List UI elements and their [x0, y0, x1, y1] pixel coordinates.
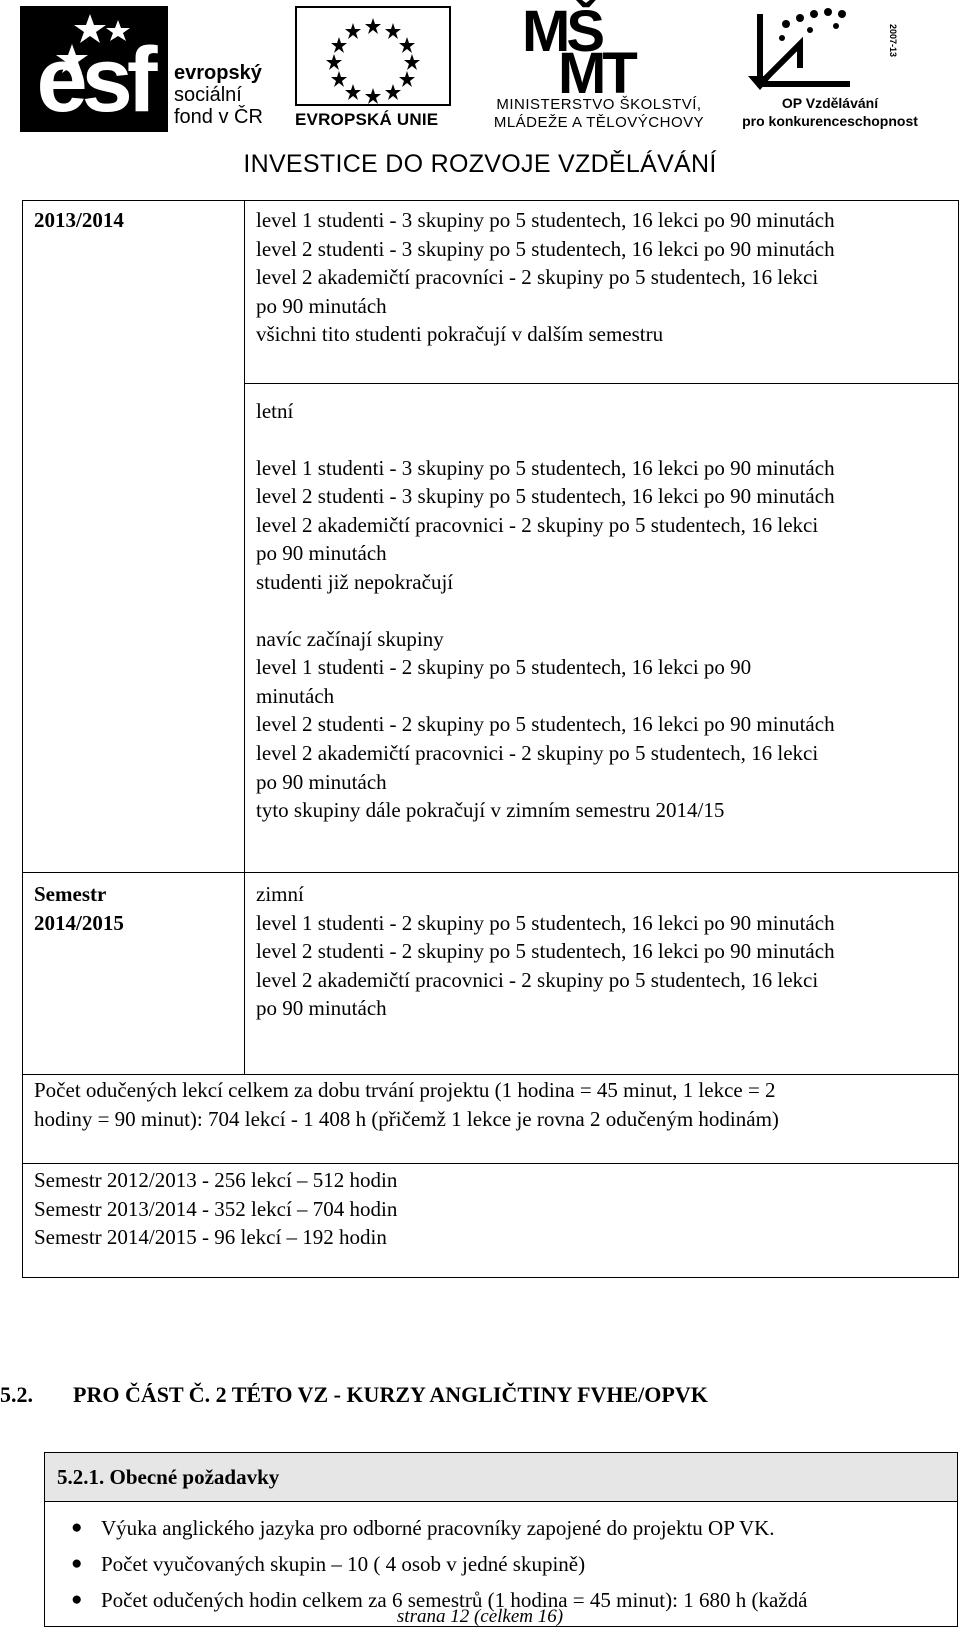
row2-line-1: zimní [256, 882, 304, 906]
winter-line-5: všichni tito studenti pokračují v dalším semestru [256, 322, 664, 347]
row-label-2013-2014: 2013/2014 [34, 208, 124, 232]
winter-line-3: level 2 akademičtí pracovníci - 2 skupiny po 5 studentech, 16 lekci [256, 265, 819, 290]
total-line-1: Počet odučených lekcí celkem za dobu trvání projektu (1 hodina = 45 minut, 1 lekce = 2 [34, 1078, 776, 1102]
esf-logo-block [20, 6, 168, 132]
bullet-icon: ● [71, 1553, 83, 1574]
msmt-mark-top: MŠ [522, 0, 601, 64]
summer-title: letní [256, 399, 294, 423]
msmt-caption [464, 96, 734, 132]
winter-line-2: level 2 studenti - 3 skupiny po 5 studentech, 16 lekci po 90 minutách [256, 236, 835, 261]
esf-line-3: fond v ČR [174, 106, 263, 128]
esf-line-1: evropský [174, 62, 262, 84]
winter-summer-divider [244, 383, 959, 384]
winter-2013-cell [256, 206, 835, 349]
row2-line-2: level 1 studenti - 2 skupiny po 5 studentech, 16 lekci po 90 minutách [256, 910, 835, 935]
new-groups-line-3: minutách [256, 683, 335, 708]
new-groups-line-5: level 2 akademičtí pracovnici - 2 skupiny po 5 studentech, 16 lekci [256, 740, 819, 765]
winter-2014-cell [256, 880, 835, 1023]
header-logos [0, 0, 960, 190]
msmt-caption-1: MINISTERSTVO ŠKOLSTVÍ, [496, 96, 702, 113]
page-footer: strana 12 (celkem 16) [396, 1606, 564, 1627]
msmt-caption-2: MLÁDEŽE A TĚLOVÝCHOVY [493, 114, 705, 131]
requirements-list [45, 1513, 957, 1621]
opvk-years: 2007-13 [888, 24, 898, 58]
summer-line-4: po 90 minutách [256, 541, 387, 566]
bullet-icon: ● [71, 1589, 83, 1610]
summer-line-3: level 2 akademičtí pracovnici - 2 skupiny po 5 studentech, 16 lekci [256, 512, 819, 537]
list-item [45, 1549, 957, 1585]
section-number: 5.2. [0, 1382, 33, 1407]
winter-line-4: po 90 minutách [256, 293, 387, 318]
summer-line-2: level 2 studenti - 3 skupiny po 5 studentech, 16 lekci po 90 minutách [256, 484, 835, 509]
new-groups-line-4: level 2 studenti - 2 skupiny po 5 studentech, 16 lekci po 90 minutách [256, 712, 835, 737]
requirements-box [44, 1452, 958, 1627]
list-item [45, 1513, 957, 1549]
esf-mark: esf [36, 29, 152, 131]
summer-line-1: level 1 studenti - 3 skupiny po 5 studentech, 16 lekci po 90 minutách [256, 455, 835, 480]
new-groups-line-1: navíc začínají skupiny [256, 626, 444, 651]
esf-logo [20, 6, 270, 132]
list-item-text: Počet odučených hodin celkem za 6 semestrů (1 hodina = 45 minut): 1 680 h (každá [101, 1588, 808, 1612]
new-groups-line-6: po 90 minutách [256, 769, 387, 794]
row-label-2014-2015 [34, 880, 124, 937]
row2-label-2: 2014/2015 [34, 910, 124, 935]
list-item-text: Počet vyučovaných skupin – 10 ( 4 osob v jedné skupině) [101, 1552, 586, 1576]
semester-summary-cell [34, 1166, 397, 1252]
opvk-emblem-icon [740, 4, 920, 94]
row2-label-1: Semestr [34, 882, 107, 906]
new-groups-line-2: level 1 studenti - 2 skupiny po 5 studentech, 16 lekci po 90 [256, 655, 752, 680]
eu-caption: EVROPSKÁ UNIE [295, 110, 439, 129]
investice-heading: INVESTICE DO ROZVOJE VZDĚLÁVÁNÍ [243, 150, 717, 178]
bullet-icon: ● [71, 1517, 83, 1538]
total-line-2: hodiny = 90 minut): 704 lekcí - 1 408 h (přičemž 1 lekce je rovna 2 odučeným hodinám) [34, 1106, 779, 1131]
summer-line-5: studenti již nepokračují [256, 569, 454, 594]
row2-line-3: level 2 studenti - 2 skupiny po 5 studentech, 16 lekci po 90 minutách [256, 939, 835, 964]
opvk-caption-1: OP Vzdělávání [781, 95, 879, 111]
lessons-table [22, 200, 959, 1278]
row-divider-1 [23, 872, 959, 873]
summer-2014-cell [256, 397, 835, 825]
opvk-logo [740, 4, 920, 134]
opvk-caption [740, 94, 920, 130]
new-groups-line-7: tyto skupiny dále pokračují v zimním semestru 2014/15 [256, 798, 725, 823]
opvk-caption-2: pro konkurenceschopnost [742, 113, 918, 129]
eu-logo [295, 6, 453, 132]
requirements-heading: 5.2.1. Obecné požadavky [45, 1453, 957, 1502]
row-divider-2 [23, 1074, 959, 1075]
semester-line-2: Semestr 2013/2014 - 352 lekcí – 704 hodin [34, 1196, 398, 1221]
winter-line-1: level 1 studenti - 3 skupiny po 5 studentech, 16 lekci po 90 minutách [256, 208, 835, 232]
eu-flag-icon [295, 6, 451, 106]
msmt-mark-bottom: MT [558, 41, 634, 106]
row-divider-3 [23, 1163, 959, 1164]
esf-line-2: sociální [174, 84, 242, 106]
msmt-logo [462, 0, 732, 134]
row2-line-4: level 2 akademičtí pracovnici - 2 skupiny po 5 studentech, 16 lekci [256, 967, 819, 992]
esf-caption [174, 62, 263, 128]
section-title: PRO ČÁST Č. 2 TÉTO VZ - KURZY ANGLIČTINY FVHE/OPVK [73, 1382, 708, 1407]
semester-line-3: Semestr 2014/2015 - 96 lekcí – 192 hodin [34, 1225, 387, 1250]
row2-line-5: po 90 minutách [256, 996, 387, 1021]
list-item-text: Výuka anglického jazyka pro odborné pracovníky zapojené do projektu OP VK. [101, 1516, 775, 1540]
semester-line-1: Semestr 2012/2013 - 256 lekcí – 512 hodin [34, 1168, 398, 1192]
total-lessons-cell [34, 1076, 779, 1133]
column-divider [244, 201, 245, 1074]
